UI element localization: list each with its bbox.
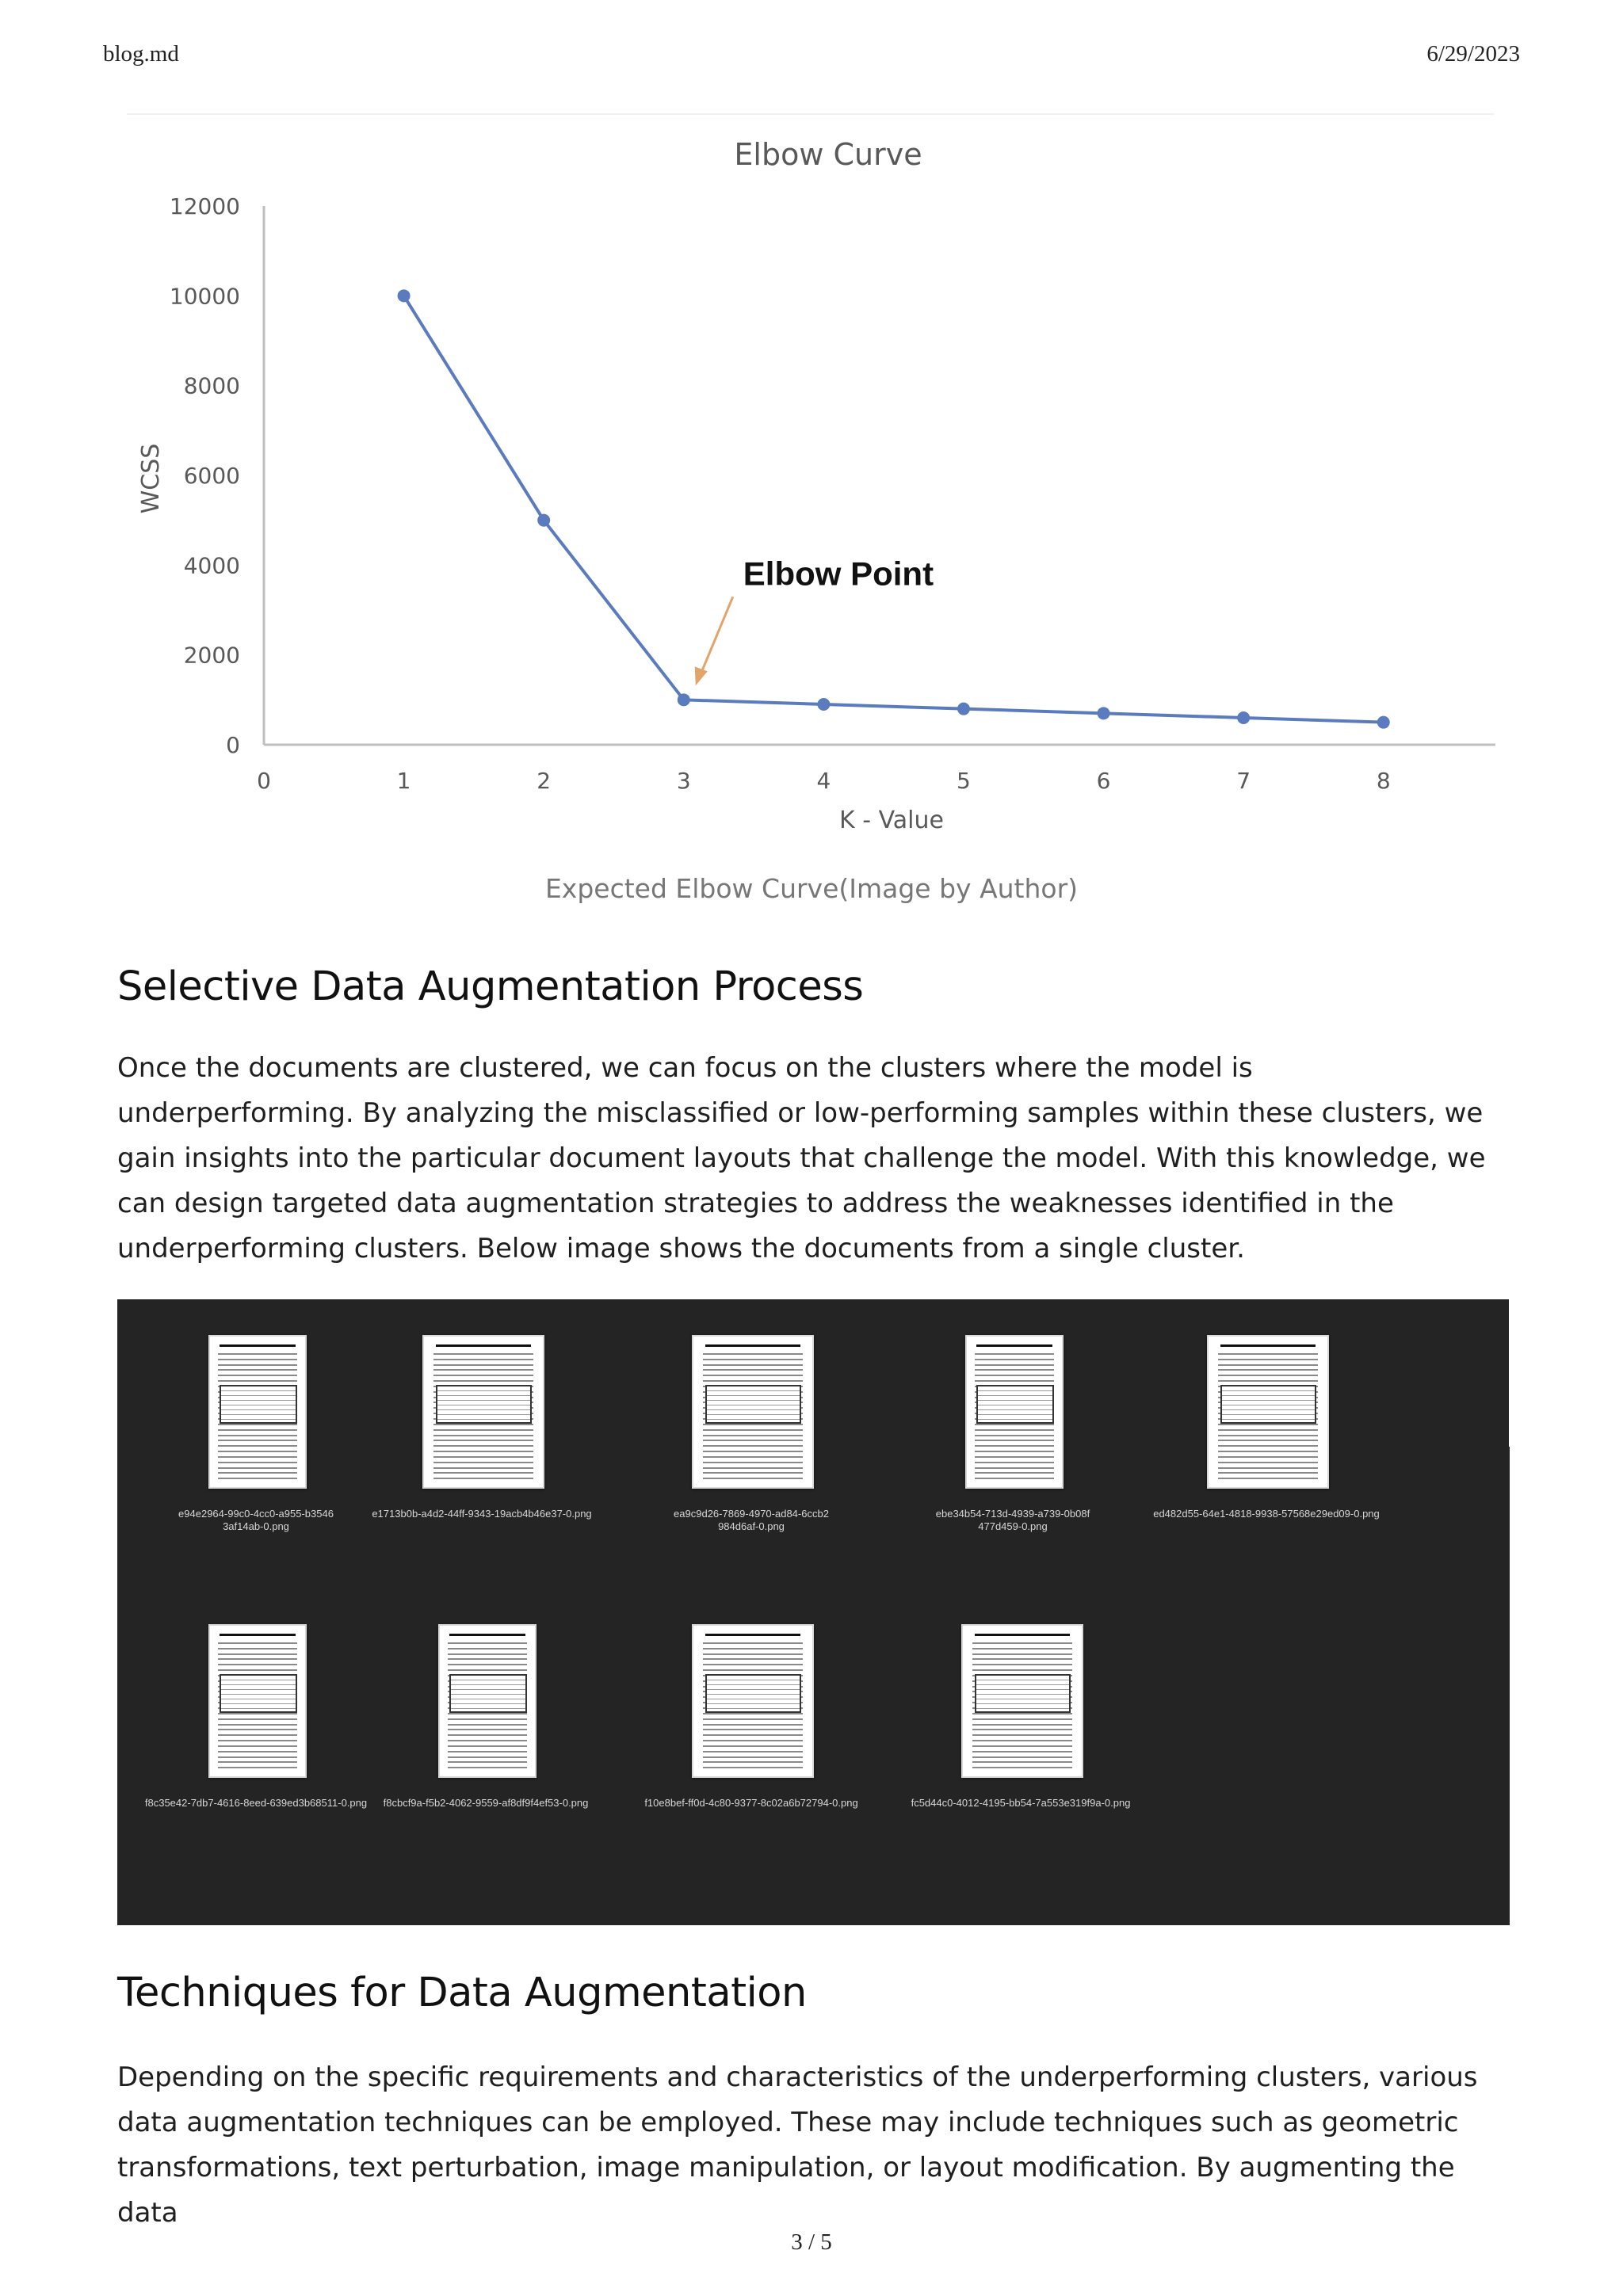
document-preview-image — [208, 1624, 307, 1778]
doc-text-line — [433, 1440, 533, 1441]
doc-text-line — [703, 1664, 803, 1665]
x-tick-label: 8 — [1376, 768, 1391, 794]
doc-text-line — [703, 1380, 803, 1382]
doc-text-line — [433, 1375, 533, 1376]
doc-text-line — [972, 1642, 1072, 1644]
y-tick-label: 8000 — [183, 372, 240, 399]
doc-text-line — [972, 1664, 1072, 1665]
doc-title-line — [449, 1634, 525, 1636]
doc-text-line — [218, 1429, 298, 1431]
doc-text-line — [218, 1472, 298, 1474]
doc-text-line — [218, 1734, 298, 1736]
doc-text-line — [703, 1724, 803, 1726]
data-point — [957, 703, 970, 715]
doc-text-line — [218, 1745, 298, 1747]
gallery-filename: e94e2964-99c0-4cc0-a955-b35463af14ab-0.png — [178, 1508, 334, 1532]
doc-text-line — [433, 1353, 533, 1355]
document-preview-image — [961, 1624, 1083, 1778]
data-point — [1098, 707, 1110, 719]
doc-text-line — [975, 1429, 1055, 1431]
doc-form-table — [705, 1674, 801, 1714]
doc-text-line — [433, 1456, 533, 1458]
doc-text-line — [448, 1729, 528, 1730]
doc-text-line — [218, 1740, 298, 1741]
doc-text-line — [433, 1445, 533, 1447]
doc-text-line — [703, 1734, 803, 1736]
document-preview-image — [692, 1624, 814, 1778]
doc-text-line — [975, 1467, 1055, 1469]
doc-text-line — [972, 1669, 1072, 1671]
doc-text-line — [218, 1359, 298, 1360]
doc-text-line — [218, 1353, 298, 1355]
y-tick-label: 0 — [226, 732, 240, 758]
x-tick-label: 0 — [257, 768, 271, 794]
doc-text-line — [218, 1435, 298, 1436]
doc-text-line — [703, 1478, 803, 1479]
doc-text-line — [218, 1724, 298, 1726]
x-tick-label: 5 — [957, 768, 971, 794]
doc-text-line — [1218, 1456, 1318, 1458]
doc-text-line — [448, 1724, 528, 1726]
doc-title-line — [705, 1634, 800, 1636]
doc-text-line — [1218, 1435, 1318, 1436]
doc-text-line — [975, 1456, 1055, 1458]
x-tick-label: 4 — [816, 768, 831, 794]
doc-text-line — [972, 1729, 1072, 1730]
doc-form-table — [975, 1674, 1071, 1714]
annotation-arrow-shaft — [701, 597, 733, 673]
doc-text-line — [448, 1767, 528, 1768]
doc-form-table — [705, 1385, 801, 1425]
doc-text-line — [448, 1653, 528, 1655]
doc-text-line — [218, 1664, 298, 1665]
doc-text-line — [218, 1451, 298, 1452]
annotation-arrow-head — [695, 666, 708, 685]
doc-text-line — [218, 1380, 298, 1382]
doc-text-line — [1218, 1440, 1318, 1441]
doc-text-line — [703, 1751, 803, 1753]
doc-text-line — [975, 1353, 1055, 1355]
doc-text-line — [972, 1724, 1072, 1726]
section-body-techniques: Depending on the specific requirements and characteristics of the underperforming clusters, various data augmentation techniques can be employed. These may include techniques such as geometric transformations, text perturbation, image manipulation, or layout modification. By augmenting the data — [117, 2061, 1478, 2229]
doc-text-line — [1218, 1359, 1318, 1360]
doc-text-line — [975, 1435, 1055, 1436]
annotation-label: Elbow Point — [743, 555, 934, 593]
document-preview-image — [422, 1335, 544, 1489]
doc-form-table — [1220, 1385, 1316, 1425]
doc-text-line — [433, 1467, 533, 1469]
doc-text-line — [1218, 1380, 1318, 1382]
section-heading-selective: Selective Data Augmentation Process — [117, 963, 864, 1010]
doc-text-line — [218, 1669, 298, 1671]
gallery-filename: e1713b0b-a4d2-44ff-9343-19acb4b46e37-0.png — [372, 1508, 592, 1520]
doc-text-line — [1218, 1478, 1318, 1479]
chart-title: Elbow Curve — [734, 137, 922, 172]
figure-caption: Expected Elbow Curve(Image by Author) — [544, 873, 1079, 904]
doc-text-line — [448, 1642, 528, 1644]
doc-text-line — [703, 1435, 803, 1436]
x-tick-label: 6 — [1096, 768, 1111, 794]
doc-text-line — [1218, 1364, 1318, 1366]
doc-text-line — [218, 1756, 298, 1758]
doc-text-line — [703, 1445, 803, 1447]
doc-text-line — [218, 1718, 298, 1720]
doc-text-line — [975, 1472, 1055, 1474]
doc-text-line — [975, 1380, 1055, 1382]
y-tick-label: 10000 — [169, 283, 240, 310]
doc-text-line — [975, 1445, 1055, 1447]
doc-text-line — [218, 1467, 298, 1469]
doc-text-line — [703, 1429, 803, 1431]
doc-text-line — [972, 1734, 1072, 1736]
doc-text-line — [448, 1761, 528, 1763]
doc-text-line — [218, 1767, 298, 1768]
doc-text-line — [972, 1718, 1072, 1720]
doc-text-line — [972, 1767, 1072, 1768]
pdf-header-filename: blog.md — [103, 41, 179, 67]
document-preview-image — [438, 1624, 537, 1778]
document-preview-image — [208, 1335, 307, 1489]
doc-text-line — [448, 1669, 528, 1671]
data-point — [817, 698, 830, 711]
y-axis-label: WCSS — [137, 443, 165, 514]
doc-text-line — [703, 1718, 803, 1720]
doc-text-line — [703, 1369, 803, 1371]
gallery-filename: ed482d55-64e1-4818-9938-57568e29ed09-0.png — [1153, 1508, 1380, 1520]
document-preview-image — [1207, 1335, 1329, 1489]
doc-text-line — [1218, 1369, 1318, 1371]
gallery-filename: f8c35e42-7db7-4616-8eed-639ed3b68511-0.png — [144, 1797, 368, 1809]
doc-text-line — [448, 1751, 528, 1753]
doc-text-line — [703, 1658, 803, 1660]
doc-text-line — [1218, 1451, 1318, 1452]
doc-text-line — [218, 1375, 298, 1376]
doc-text-line — [703, 1642, 803, 1644]
y-tick-label: 2000 — [183, 642, 240, 669]
doc-text-line — [218, 1751, 298, 1753]
y-tick-label: 6000 — [183, 463, 240, 489]
doc-text-line — [972, 1761, 1072, 1763]
series-line — [404, 296, 1384, 722]
doc-title-line — [220, 1344, 296, 1347]
doc-title-line — [1220, 1344, 1316, 1347]
data-point — [678, 693, 690, 706]
doc-text-line — [433, 1472, 533, 1474]
data-point — [1237, 711, 1250, 724]
doc-text-line — [1218, 1353, 1318, 1355]
document-preview-image — [692, 1335, 814, 1489]
doc-text-line — [448, 1648, 528, 1650]
doc-text-line — [433, 1364, 533, 1366]
doc-text-line — [218, 1364, 298, 1366]
doc-form-table — [220, 1674, 297, 1714]
doc-text-line — [433, 1380, 533, 1382]
doc-text-line — [972, 1756, 1072, 1758]
doc-text-line — [218, 1653, 298, 1655]
section-body-selective: Once the documents are clustered, we can focus on the clusters where the model is underperforming. By analyzing the misclassified or low-performing samples within these clusters, we gain insights into the particular document layouts that challenge the model. With this knowledge, we can design targeted data augmentation strategies to address the weaknesses identified in the underperforming clusters. Below image shows the documents from a single cluster. — [117, 1052, 1486, 1264]
doc-text-line — [703, 1653, 803, 1655]
doc-form-table — [220, 1385, 297, 1425]
doc-text-line — [703, 1353, 803, 1355]
doc-text-line — [703, 1669, 803, 1671]
doc-text-line — [703, 1467, 803, 1469]
gallery-filename: ea9c9d26-7869-4970-ad84-6ccb2984d6af-0.png — [674, 1508, 829, 1532]
x-tick-label: 1 — [396, 768, 411, 794]
doc-text-line — [975, 1359, 1055, 1360]
data-point — [398, 289, 411, 302]
doc-text-line — [703, 1729, 803, 1730]
data-point — [537, 514, 550, 527]
doc-text-line — [972, 1658, 1072, 1660]
doc-text-line — [433, 1462, 533, 1463]
doc-text-line — [433, 1369, 533, 1371]
doc-text-line — [433, 1429, 533, 1431]
doc-text-line — [1218, 1462, 1318, 1463]
doc-text-line — [703, 1462, 803, 1463]
doc-text-line — [975, 1478, 1055, 1479]
doc-text-line — [1218, 1472, 1318, 1474]
elbow-curve-chart — [119, 111, 1623, 856]
doc-text-line — [972, 1740, 1072, 1741]
gallery-filename: ebe34b54-713d-4939-a739-0b08f477d459-0.png — [935, 1508, 1090, 1532]
doc-text-line — [218, 1761, 298, 1763]
doc-text-line — [448, 1756, 528, 1758]
doc-form-table — [436, 1385, 532, 1425]
doc-text-line — [703, 1740, 803, 1741]
doc-text-line — [703, 1761, 803, 1763]
doc-text-line — [1218, 1375, 1318, 1376]
doc-text-line — [703, 1456, 803, 1458]
doc-text-line — [448, 1740, 528, 1741]
doc-text-line — [703, 1756, 803, 1758]
data-point — [1377, 716, 1390, 729]
doc-text-line — [975, 1369, 1055, 1371]
doc-text-line — [218, 1456, 298, 1458]
document-preview-image — [965, 1335, 1064, 1489]
doc-text-line — [972, 1745, 1072, 1747]
doc-text-line — [975, 1440, 1055, 1441]
doc-text-line — [448, 1745, 528, 1747]
doc-text-line — [703, 1745, 803, 1747]
doc-text-line — [703, 1364, 803, 1366]
section-heading-techniques: Techniques for Data Augmentation — [117, 1970, 807, 2016]
doc-text-line — [703, 1375, 803, 1376]
cluster-document-gallery — [117, 1299, 1509, 1925]
doc-form-table — [976, 1385, 1054, 1425]
doc-text-line — [218, 1462, 298, 1463]
doc-title-line — [705, 1344, 800, 1347]
doc-text-line — [703, 1451, 803, 1452]
doc-text-line — [433, 1451, 533, 1452]
doc-text-line — [1218, 1429, 1318, 1431]
y-tick-label: 4000 — [183, 552, 240, 579]
doc-text-line — [448, 1664, 528, 1665]
pdf-header-date: 6/29/2023 — [1426, 41, 1520, 67]
doc-text-line — [972, 1648, 1072, 1650]
doc-text-line — [1218, 1445, 1318, 1447]
doc-text-line — [972, 1751, 1072, 1753]
doc-text-line — [703, 1472, 803, 1474]
doc-text-line — [218, 1642, 298, 1644]
y-tick-label: 12000 — [169, 193, 240, 219]
doc-text-line — [448, 1658, 528, 1660]
doc-text-line — [218, 1369, 298, 1371]
doc-title-line — [220, 1634, 296, 1636]
doc-title-line — [975, 1634, 1070, 1636]
x-tick-label: 3 — [676, 768, 691, 794]
doc-text-line — [703, 1767, 803, 1768]
x-tick-label: 2 — [537, 768, 552, 794]
doc-text-line — [218, 1729, 298, 1730]
doc-form-table — [449, 1674, 527, 1714]
doc-text-line — [703, 1440, 803, 1441]
doc-text-line — [975, 1375, 1055, 1376]
doc-text-line — [218, 1648, 298, 1650]
gallery-filename: fc5d44c0-4012-4195-bb54-7a553e319f9a-0.png — [911, 1797, 1131, 1809]
doc-title-line — [976, 1344, 1052, 1347]
doc-text-line — [433, 1359, 533, 1360]
doc-text-line — [1218, 1467, 1318, 1469]
doc-text-line — [703, 1648, 803, 1650]
doc-text-line — [975, 1462, 1055, 1463]
doc-text-line — [433, 1478, 533, 1479]
doc-text-line — [218, 1478, 298, 1479]
doc-text-line — [448, 1734, 528, 1736]
doc-text-line — [218, 1658, 298, 1660]
doc-text-line — [218, 1440, 298, 1441]
gallery-filename: f10e8bef-ff0d-4c80-9377-8c02a6b72794-0.png — [644, 1797, 858, 1809]
doc-text-line — [972, 1653, 1072, 1655]
doc-text-line — [433, 1435, 533, 1436]
doc-text-line — [975, 1451, 1055, 1452]
x-axis-label: K - Value — [839, 807, 944, 834]
doc-text-line — [218, 1445, 298, 1447]
doc-text-line — [448, 1718, 528, 1720]
doc-text-line — [975, 1364, 1055, 1366]
doc-text-line — [703, 1359, 803, 1360]
page-number: 3 / 5 — [791, 2229, 832, 2255]
doc-title-line — [436, 1344, 531, 1347]
x-tick-label: 7 — [1236, 768, 1251, 794]
gallery-filename: f8cbcf9a-f5b2-4062-9559-af8df9f4ef53-0.png — [383, 1797, 589, 1809]
